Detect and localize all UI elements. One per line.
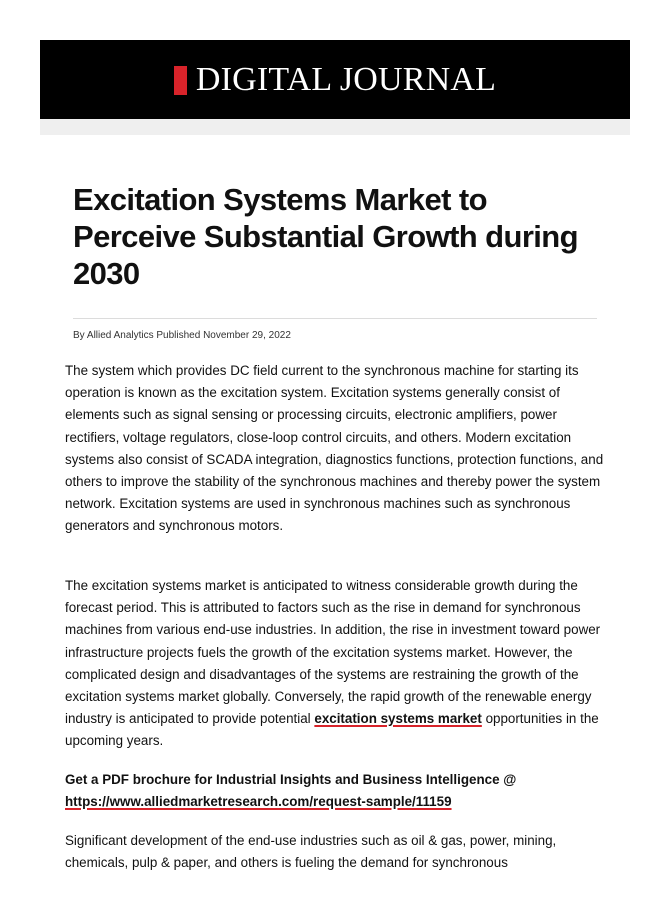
- title-divider: [73, 318, 597, 319]
- paragraph-2-text-before-link: The excitation systems market is anticipated to witness considerable growth during the forecast period. This is attributed to factors such as the rise in demand for synchronous machines from various end-use industries. In addition, the rise in investment toward power infrastructure projects fuels the growth of the excitation systems market. However, the complicated design and disadvantages of the systems are restraining the growth of the excitation systems market globally. Conversely, the rapid growth of the renewable energy industry is anticipated to provide potential: [65, 578, 601, 727]
- paragraph-2-text-after-link: opportunities in the upcoming years.: [65, 711, 599, 749]
- paragraph-1: The system which provides DC field current to the synchronous machine for starting its operation is known as the excitation system. Excitation systems generally consist of elements such as signal sensing or processing circuits, electronic amplifiers, power rectifiers, voltage regulators, close-loop control circuits, and others. Modern excitation systems also consist of SCADA integration, diagnostics functions, protection functions, and others to improve the stability of the synchronous machines and thereby power the system network. Excitation systems are used in synchronous machines such as synchronous generators and synchronous motors.: [65, 363, 604, 534]
- excitation-systems-market-link[interactable]: excitation systems market: [314, 711, 482, 727]
- paragraph-4: Significant development of the end-use industries such as oil & gas, power, mining, chemicals, pulp & paper, and others is fueling the demand for synchronous: [65, 833, 557, 871]
- pdf-brochure-callout: [65, 769, 610, 813]
- logo-mark-icon: [174, 66, 187, 95]
- pdf-brochure-text: Get a PDF brochure for Industrial Insights and Business Intelligence @: [65, 772, 517, 787]
- request-sample-link[interactable]: https://www.alliedmarketresearch.com/request-sample/11159: [65, 794, 452, 810]
- masthead: [40, 40, 630, 119]
- site-logo[interactable]: [174, 60, 497, 98]
- paragraph-2: [65, 575, 610, 753]
- logo-text: DIGITAL JOURNAL: [195, 60, 497, 98]
- article-title: Excitation Systems Market to Perceive Substantial Growth during 2030: [73, 182, 578, 291]
- masthead-strip: [40, 119, 630, 135]
- article-byline: By Allied Analytics Published November 29, 2022: [73, 330, 291, 341]
